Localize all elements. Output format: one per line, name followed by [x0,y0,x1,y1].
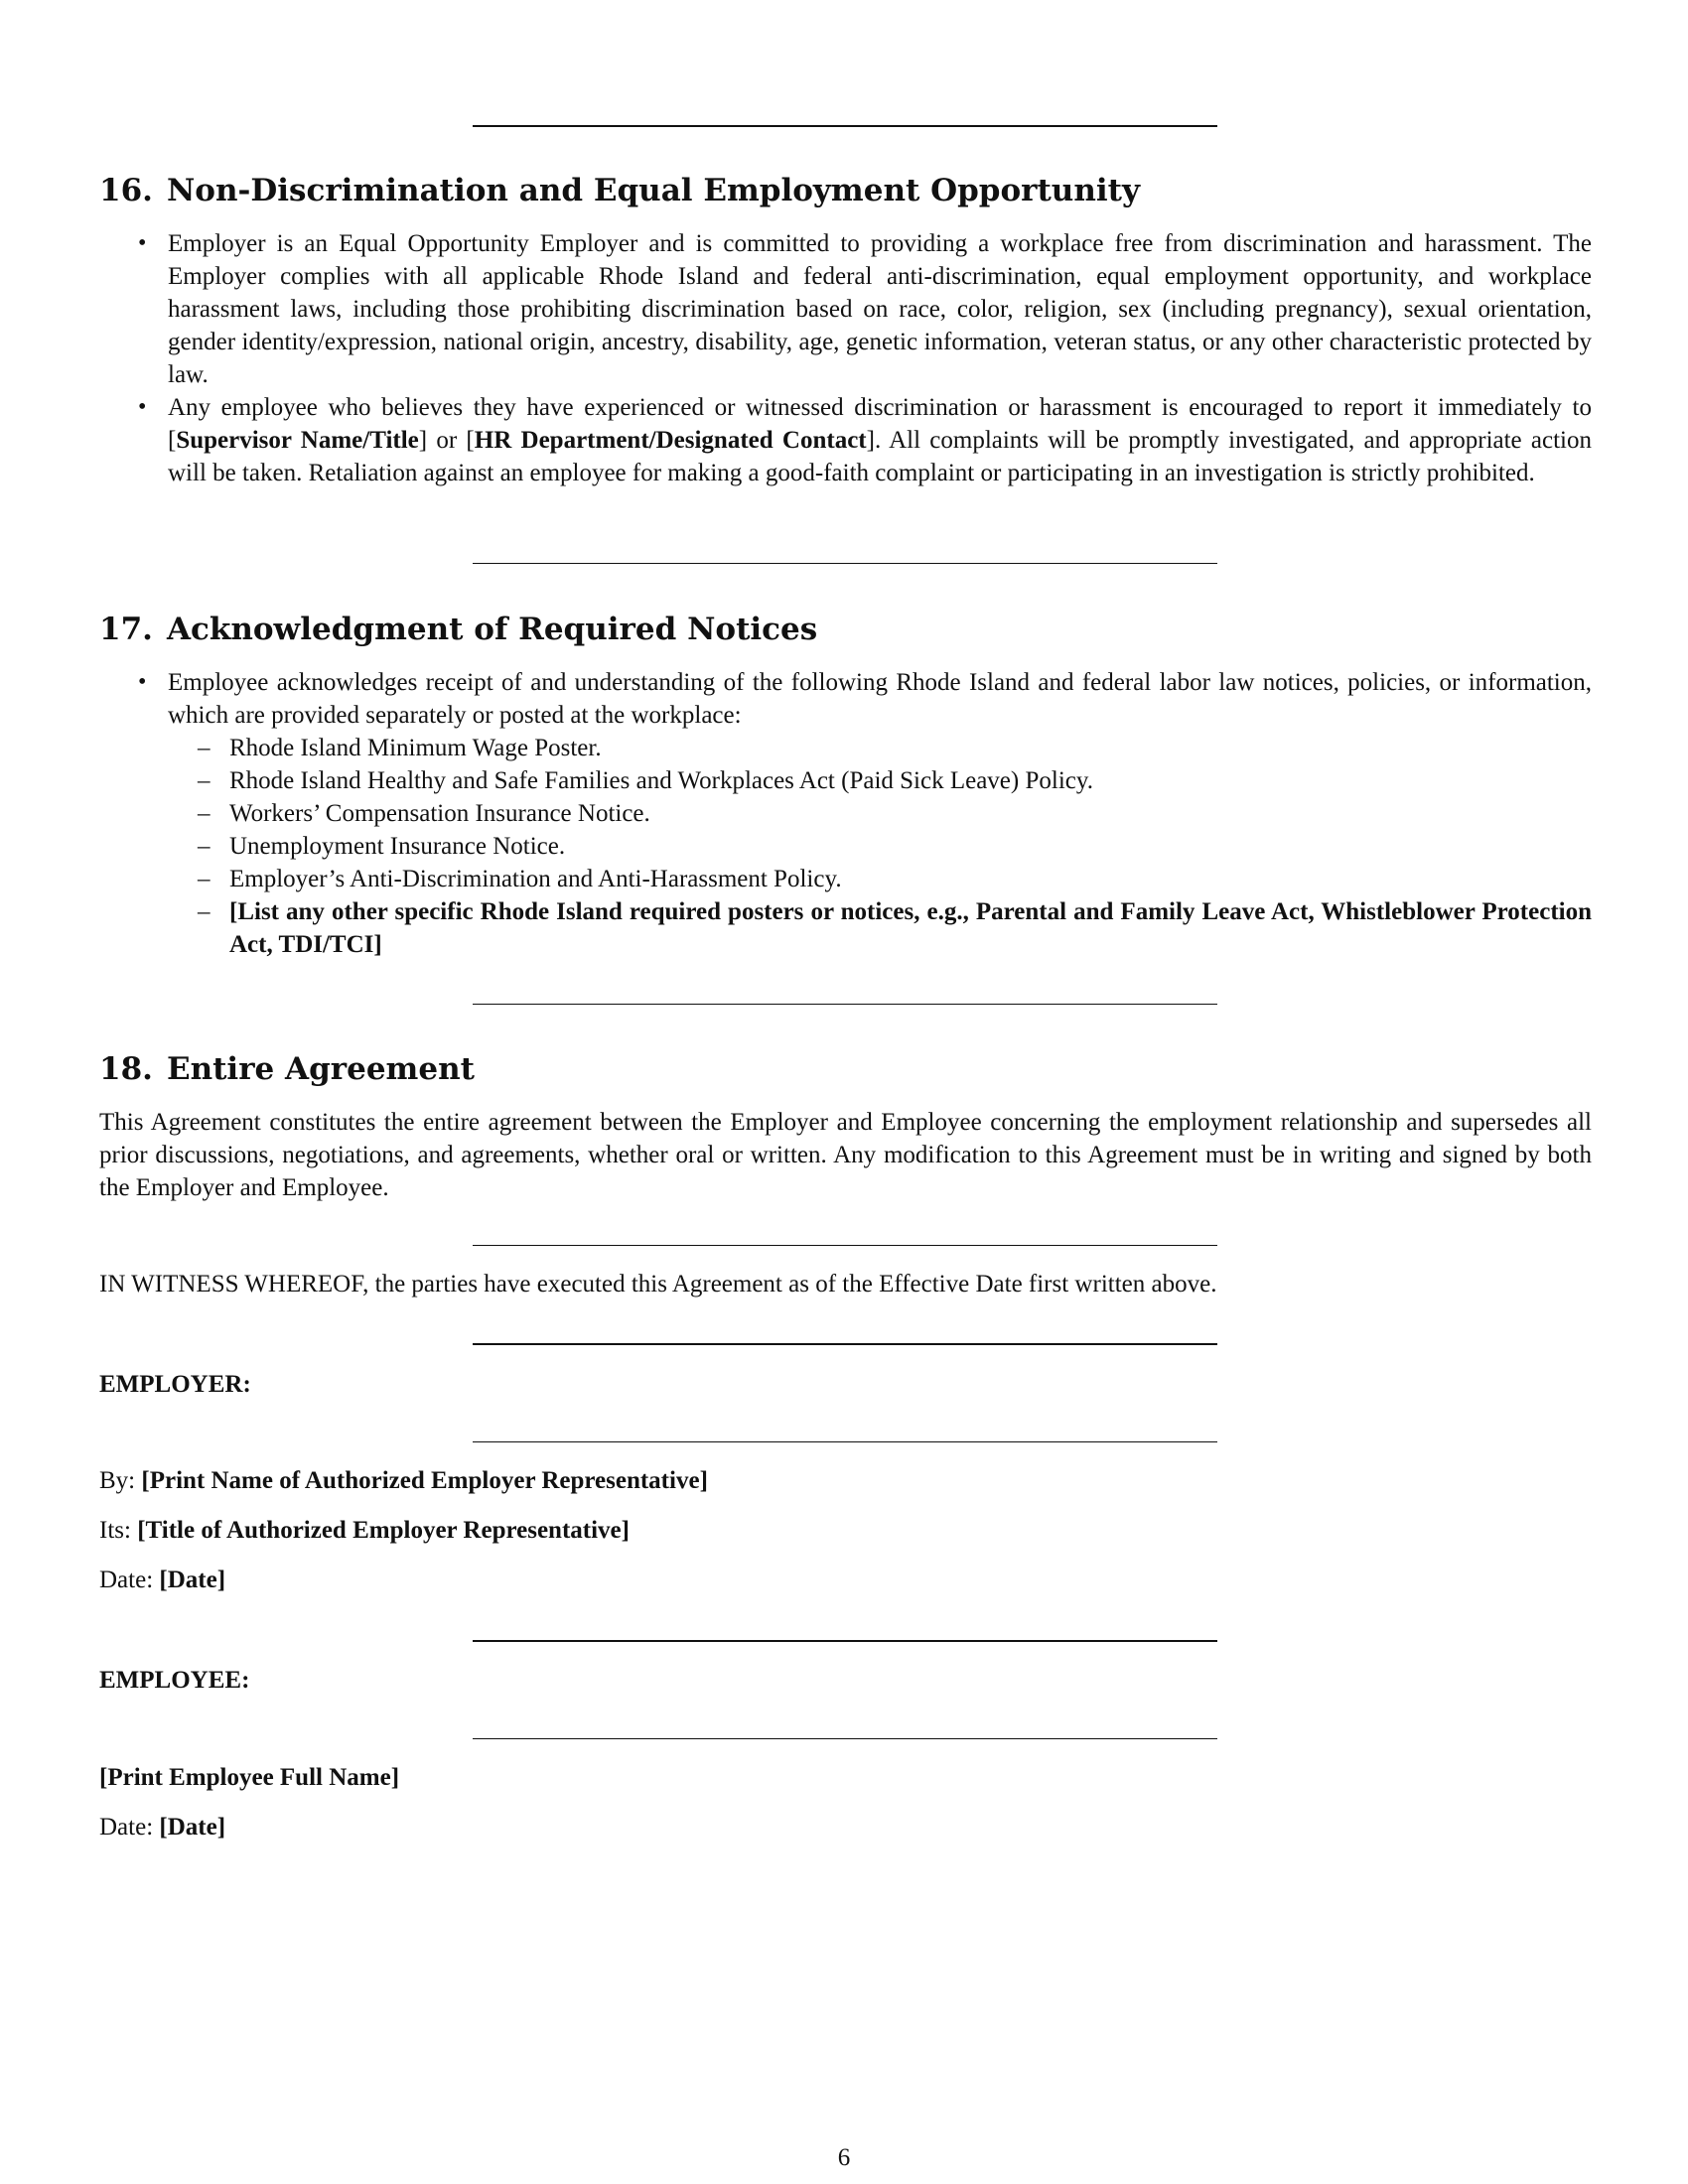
placeholder-supervisor: Supervisor Name/Title [176,427,419,454]
by-label: By: [99,1467,136,1494]
section-number: 16. [99,173,153,208]
divider [473,1343,1217,1345]
notice-item: – Rhode Island Healthy and Safe Families and Workplaces Act (Paid Sick Leave) Policy. [168,764,1592,797]
placeholder-other-notices: List any other specific Rhode Island required posters or notices, e.g., Parental and Family Leave Act, Whistleblower Protection Act, TDI/TCI [229,898,1592,958]
bracket: ] [621,1517,630,1544]
employer-by-line [99,1467,708,1495]
bracket: ] [216,1814,226,1841]
bullet-text: Employee acknowledges receipt of and understanding of the following Rhode Island and federal labor law notices, policies, or information, which are provided separately or posted at the workplace: [168,669,1592,729]
placeholder-hr-contact: HR Department/Designated Contact [474,427,867,454]
section-17-body [99,666,1592,961]
bracket: [ [137,1517,146,1544]
section-18-heading [99,1051,475,1087]
date-label: Date: [99,1814,154,1841]
list-item [99,666,1592,961]
page-number: 6 [837,2144,851,2171]
bracket: ] [216,1567,226,1593]
employee-date-line [99,1814,225,1842]
divider [473,1245,1217,1246]
employer-rep-name-placeholder: Print Name of Authorized Employer Representative [149,1467,700,1494]
notice-item: – Rhode Island Minimum Wage Poster. [168,732,1592,764]
employee-name-line [99,1764,399,1792]
bracket: [ [99,1764,108,1791]
bracket: [ [159,1567,168,1593]
bracket: [ [141,1467,150,1494]
divider [473,1640,1217,1642]
bullet-text: ]. All complaints will be promptly investigated, and appropriate action will be taken. Retaliation against an employee for making a good-faith complaint or participating in an investigation is strictly prohibited. [168,427,1592,486]
bracket: ] [373,931,382,958]
section-16-body [99,227,1592,489]
section-title: Non-Discrimination and Equal Employment Opportunity [166,173,1140,208]
employer-label-text: EMPLOYER: [99,1371,251,1398]
bracket: ] [699,1467,708,1494]
its-label: Its: [99,1517,131,1544]
section-title: Entire Agreement [166,1051,475,1087]
employee-label [99,1667,249,1695]
divider [473,1738,1217,1739]
divider-top [473,125,1217,127]
divider [473,563,1217,564]
notice-item [168,895,1592,961]
bullet-text: ] or [ [418,427,475,454]
notice-item: – Unemployment Insurance Notice. [168,830,1592,863]
employer-its-line [99,1517,630,1545]
divider [473,1441,1217,1442]
list-item [99,391,1592,489]
employer-date-placeholder: Date [167,1567,217,1593]
employee-name-placeholder: Print Employee Full Name [107,1764,391,1791]
section-16-heading [99,173,1140,208]
date-label: Date: [99,1567,154,1593]
bracket: [ [159,1814,168,1841]
employer-rep-title-placeholder: Title of Authorized Employer Representative [145,1517,622,1544]
divider [473,1004,1217,1005]
list-item [99,227,1592,391]
section-18-text: This Agreement constitutes the entire agreement between the Employer and Employee concerning the employment relationship and supersedes all prior discussions, negotiations, and agreements, whether oral or written. Any modification to this Agreement must be in writing and signed by both the Employer and Employee. [99,1109,1592,1201]
witness-clause: IN WITNESS WHEREOF, the parties have executed this Agreement as of the Effective Date first written above. [99,1271,1217,1297]
employee-date-placeholder: Date [167,1814,217,1841]
bullet-text: Any employee who believes they have experienced or witnessed discrimination or harassment is encouraged to report it immediately to [ [168,394,1592,454]
section-number: 18. [99,1051,153,1087]
notice-item: – Workers’ Compensation Insurance Notice. [168,797,1592,830]
section-17-heading [99,612,817,647]
employer-date-line [99,1567,225,1594]
employee-label-text: EMPLOYEE: [99,1667,250,1694]
bracket: ] [390,1764,400,1791]
notice-item: – Employer’s Anti-Discrimination and Anti-Harassment Policy. [168,863,1592,895]
employer-label [99,1371,251,1399]
section-number: 17. [99,612,153,647]
bullet-text: Employer is an Equal Opportunity Employer and is committed to providing a workplace free from discrimination and harassment. The Employer complies with all applicable Rhode Island and federal anti-discrimination, equal employment opportunity, and workplace harassment laws, including those prohibiting discrimination based on race, color, religion, sex (including pregnancy), sexual orientation, gender identity/expression, national origin, ancestry, disability, age, genetic information, veteran status, or any other characteristic protected by law. [168,230,1592,388]
bracket: [ [229,898,238,925]
section-title: Acknowledgment of Required Notices [166,612,818,647]
